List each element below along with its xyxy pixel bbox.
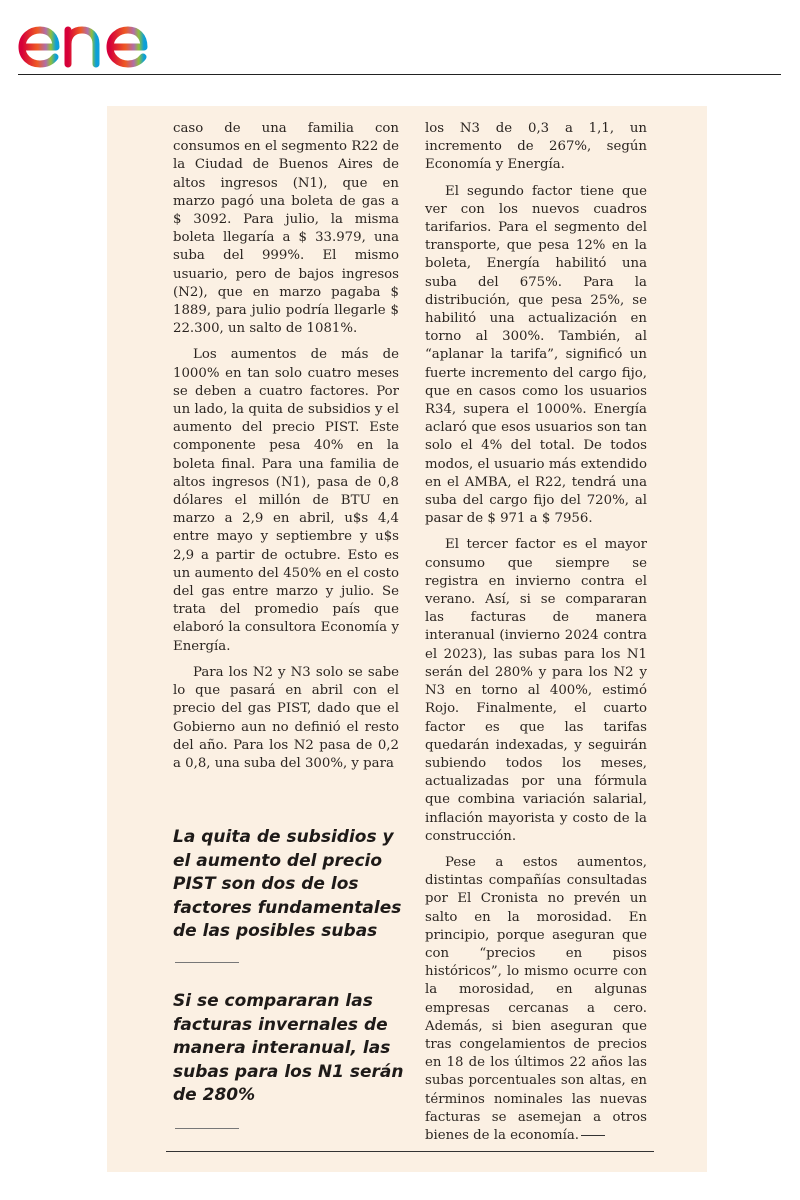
paragraph: Los aumentos de más de 1000% en tan solo cuatro meses se deben a cuatro factores. Por un lado, la quita de subsidios y el aumento del precio PIST. Este componente pesa 40% en la boleta final. Para una familia de altos ingresos (N1), pasa de 0,8 dólares el millón de BTU en marzo a 2,9 en abril, u$s 4,4 entre mayo y septiembre y u$s 2,9 a partir de octubre. Esto es un aumento del 450% en el costo del gas entre marzo y julio. Se trata del promedio país que elaboró la consultora Economía y Energía.: [173, 347, 399, 654]
enel-logo: [16, 6, 184, 68]
paragraph-last: [425, 854, 647, 1145]
paragraph: caso de una familia con consumos en el segmento R22 de la Ciudad de Buenos Aires de altos ingresos (N1), que en marzo pagó una boleta de gas a $ 3092. Para julio, la misma boleta llegaría a $ 33.979, una suba del 999%. El mismo usuario, pero de bajos ingresos (N2), que en marzo pagaba $ 1889, para julio podría llegarle $ 22.300, un salto de 1081%.: [173, 121, 399, 337]
paragraph: El tercer factor es el mayor consumo que siempre se registra en invierno contra el verano. Así, si se compararan las facturas de manera interanual (invierno 2024 contra el 2023), las subas para los N1 serán del 280% y para los N2 y N3 en torno al 400%, estimó Rojo. Finalmente, el cuarto factor es que las tarifas quedarán indexadas, y seguirán subiendo todos los meses, actualizadas por una fórmula que combina variación salarial, inflación mayorista y costo de la construcción.: [425, 537, 647, 844]
pull-quote-divider: [175, 962, 239, 963]
footer-divider: [166, 1151, 654, 1152]
paragraph: Para los N2 y N3 solo se sabe lo que pasará en abril con el precio del gas PIST, dado que el Gobierno aun no definió el resto del año. Para los N2 pasa de 0,2 a 0,8, una suba del 300%, y para: [173, 664, 399, 771]
paragraph: El segundo factor tiene que ver con los nuevos cuadros tarifarios. Para el segmento del transporte, que pesa 12% en la boleta, Energía habilitó una suba del 675%. Para la distribución, que pesa 25%, se habilitó una actualización en torno al 300%. También, al “aplanar la tarifa”, significó un fuerte incremento del cargo fijo, que en casos como los usuarios R34, supera el 1000%. Energía aclaró que esos usuarios son tan solo el 4% del total. De todos modos, el usuario más extendido en el AMBA, el R22, tendrá una suba del cargo fijo del 720%, al pasar de $ 971 a $ 7956.: [425, 183, 647, 527]
newspaper-clipping: [107, 106, 707, 1172]
pull-quote-divider: [175, 1128, 239, 1129]
enel-logo-mark: [16, 6, 184, 68]
pull-quote-2: Si se compararan las facturas invernales de manera interanual, las subas para los N1 serán de 280%: [173, 991, 404, 1105]
header-divider: [18, 74, 781, 75]
article-column-right: [425, 120, 647, 1153]
paragraph-text: Pese a estos aumentos, distintas compañías consultadas por El Cronista no prevén un salto en la morosidad. En principio, porque aseguran que con “precios en pisos históricos”, lo mismo ocurre con la morosidad, en algunas empresas cercanas a cero. Además, si bien aseguran que tras congelamientos de precios en 18 de los últimos 22 años las subas porcentuales son altas, en términos nominales las nuevas facturas se asemejan a otros bienes de la economía.: [425, 854, 647, 1143]
end-mark: [581, 1135, 605, 1136]
pull-quote-1: La quita de subsidios y el aumento del precio PIST son dos de los factores fundamentales de las posibles subas: [173, 827, 402, 941]
paragraph: los N3 de 0,3 a 1,1, un incremento de 267%, según Economía y Energía.: [425, 121, 647, 173]
article-column-left: [173, 120, 399, 781]
